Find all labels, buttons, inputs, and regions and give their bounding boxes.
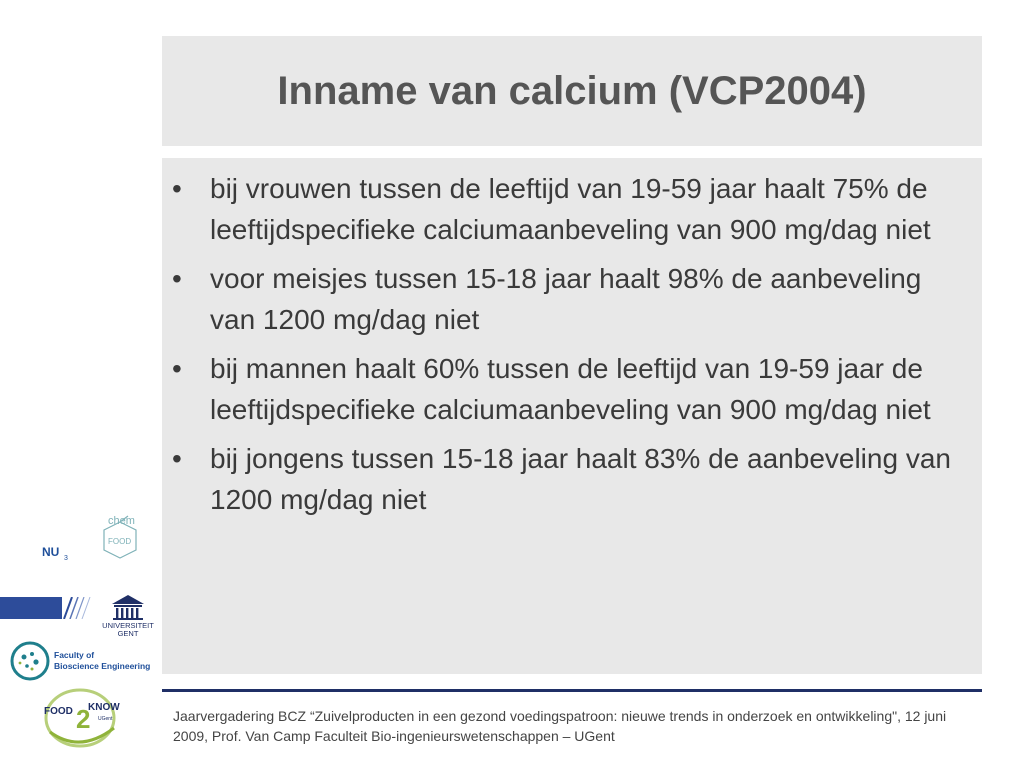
- nufood-sub-text: 3: [64, 555, 68, 562]
- content-panel: [162, 158, 982, 674]
- nufood-food-text: FOOD: [108, 537, 132, 546]
- footer-text: Jaarvergadering BCZ “Zuivelproducten in een gezond voedingspatroon: nieuwe trends in onderzoek en ontwikkeling", 12 juni 2009, Prof. Van Camp Faculteit Bio-ingenieurswetenschappen – UGent: [173, 708, 947, 744]
- food2know-logo: [40, 684, 130, 750]
- food2know-two-text: 2: [76, 704, 91, 734]
- bullet-text: voor meisjes tussen 15-18 jaar haalt 98% de aanbeveling van 1200 mg/dag niet: [210, 263, 922, 335]
- food2know-know-text: KNOW: [88, 702, 120, 713]
- bullet-item: [162, 258, 966, 340]
- slide-title: Inname van calcium (VCP2004): [277, 68, 867, 113]
- food2know-food-text: FOOD: [44, 706, 73, 717]
- faculty-logo: [8, 640, 158, 682]
- nufood-chem-text: chem: [108, 515, 135, 527]
- bullet-item: [162, 168, 966, 250]
- bullet-glyph: •: [172, 353, 182, 384]
- bullet-item: [162, 348, 966, 430]
- faculty-line1: Faculty of: [54, 650, 95, 660]
- bullet-list: [162, 158, 982, 520]
- nufood-nu-text: NU: [42, 545, 60, 559]
- bullet-glyph: •: [172, 173, 182, 204]
- bullet-glyph: •: [172, 263, 182, 294]
- bullet-item: [162, 438, 966, 520]
- ugent-logo: [98, 592, 158, 640]
- bullet-text: bij mannen haalt 60% tussen de leeftijd van 19-59 jaar de leeftijdspecifieke calciumaanbeveling van 900 mg/dag niet: [210, 353, 931, 425]
- title-panel: [162, 36, 982, 146]
- faculty-line2: Bioscience Engineering: [54, 661, 151, 671]
- stripe-graphic: [0, 597, 96, 619]
- ugent-line1: UNIVERSITEIT: [102, 621, 154, 630]
- bullet-text: bij vrouwen tussen de leeftijd van 19-59 jaar haalt 75% de leeftijdspecifieke calciumaanbeveling van 900 mg/dag niet: [210, 173, 931, 245]
- bullet-glyph: •: [172, 443, 182, 474]
- food2know-ugent-text: UGent: [98, 716, 113, 722]
- bullet-text: bij jongens tussen 15-18 jaar haalt 83% de aanbeveling van 1200 mg/dag niet: [210, 443, 951, 515]
- footer-divider: [162, 689, 982, 692]
- nufood-logo: [40, 512, 150, 582]
- ugent-line2: GENT: [117, 629, 139, 638]
